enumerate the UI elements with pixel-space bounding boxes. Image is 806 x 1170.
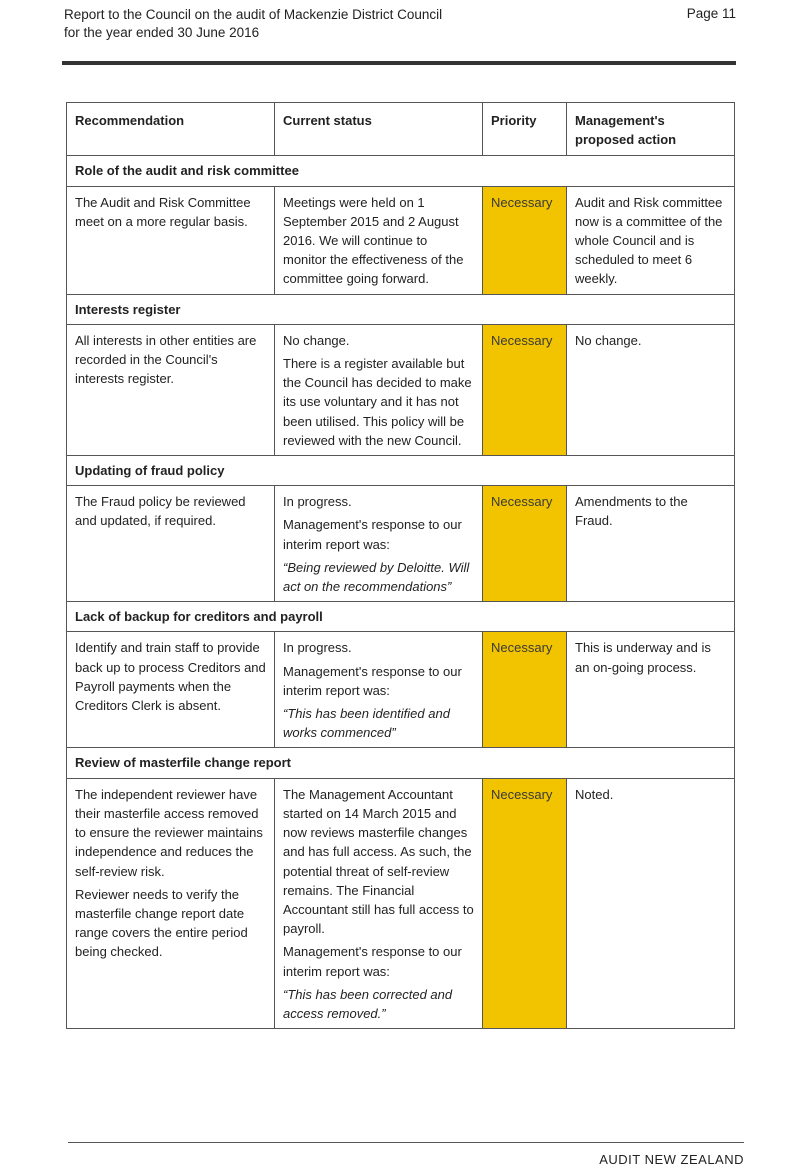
section-row [67,156,735,186]
recommendation-cell [67,486,275,602]
status-text: In progress. [283,494,352,510]
section-row [67,456,735,486]
priority-cell: Necessary [483,186,567,294]
action-cell [567,186,735,294]
recommendation-cell [67,778,275,1028]
status-text: The Management Accountant started on 14 March 2015 and now reviews masterfile changes and has full access. As such, the potential threat of self-review remains. The Financial Accountant still has full access to payroll. [283,786,474,937]
section-title: Review of masterfile change report [67,748,735,778]
action-text: Noted. [575,786,614,802]
page-number: Page 11 [686,6,736,21]
priority-cell: Necessary [483,324,567,455]
action-text: No change. [575,332,642,348]
recommendation-cell [67,324,275,455]
header-current-status: Current status [275,103,483,156]
recommendation-text: The independent reviewer have their masterfile access removed to ensure the reviewer maintains independence and reduces the self-review risk. [75,786,263,879]
action-text: Amendments to the Fraud. [575,494,688,529]
status-text: In progress. [283,640,352,656]
recommendation-text: Reviewer needs to verify the masterfile change report date range covers the entire period being checked. [75,886,248,960]
section-row [67,748,735,778]
footer-brand: AUDIT NEW ZEALAND [599,1152,744,1167]
header-management-action: Management's proposed action [567,103,735,156]
header-recommendation: Recommendation [67,103,275,156]
action-text: This is underway and is an on-going process. [575,640,711,675]
status-quote: “Being reviewed by Deloitte. Will act on the recommendations” [283,559,470,595]
section-title: Role of the audit and risk committee [67,156,735,186]
table-row [67,778,735,1028]
table-body [67,156,735,1029]
report-title-line-1: Report to the Council on the audit of Mackenzie District Council [64,7,443,22]
header-rule [62,61,736,65]
section-row [67,602,735,632]
table-row [67,632,735,748]
status-cell [275,632,483,748]
footer-rule [68,1142,744,1143]
recommendations-table [66,102,735,1029]
status-quote: “This has been corrected and access removed.” [283,986,453,1021]
recommendation-text: The Audit and Risk Committee meet on a more regular basis. [75,194,251,229]
status-text: No change. [283,332,350,348]
recommendation-text: The Fraud policy be reviewed and updated, if required. [75,494,246,529]
action-cell [567,778,735,1028]
status-text: Management's response to our interim report was: [283,663,462,698]
action-text: Audit and Risk committee now is a committee of the whole Council and is scheduled to meet 6 weekly. [575,194,723,287]
section-title: Lack of backup for creditors and payroll [67,602,735,632]
status-text: Management's response to our interim report was: [283,517,462,552]
action-cell [567,486,735,602]
action-cell [567,632,735,748]
status-text: Meetings were held on 1 September 2015 and 2 August 2016. We will continue to monitor the effectiveness of the committee going forward. [283,194,464,287]
header-priority: Priority [483,103,567,156]
table-row [67,486,735,602]
priority-cell: Necessary [483,632,567,748]
status-cell [275,778,483,1028]
status-cell [275,186,483,294]
action-cell [567,324,735,455]
priority-cell: Necessary [483,486,567,602]
recommendation-text: All interests in other entities are recorded in the Council's interests register. [75,332,257,387]
table-row [67,186,735,294]
status-quote: “This has been identified and works commenced” [283,706,450,741]
status-text: There is a register available but the Council has decided to make its use voluntary and it has not been utilised. This policy will be reviewed with the new Council. [283,356,472,448]
section-row [67,294,735,324]
table-row [67,324,735,455]
status-cell [275,324,483,455]
priority-cell: Necessary [483,778,567,1028]
table-header-row [67,103,735,156]
recommendation-cell [67,632,275,748]
status-cell [275,486,483,602]
recommendation-cell [67,186,275,294]
section-title: Interests register [67,294,735,324]
status-text: Management's response to our interim report was: [283,944,462,979]
report-title-line-2: for the year ended 30 June 2016 [64,25,260,40]
recommendation-text: Identify and train staff to provide back up to process Creditors and Payroll payments when the Creditors Clerk is absent. [75,640,266,714]
section-title: Updating of fraud policy [67,456,735,486]
page-header [64,6,736,42]
